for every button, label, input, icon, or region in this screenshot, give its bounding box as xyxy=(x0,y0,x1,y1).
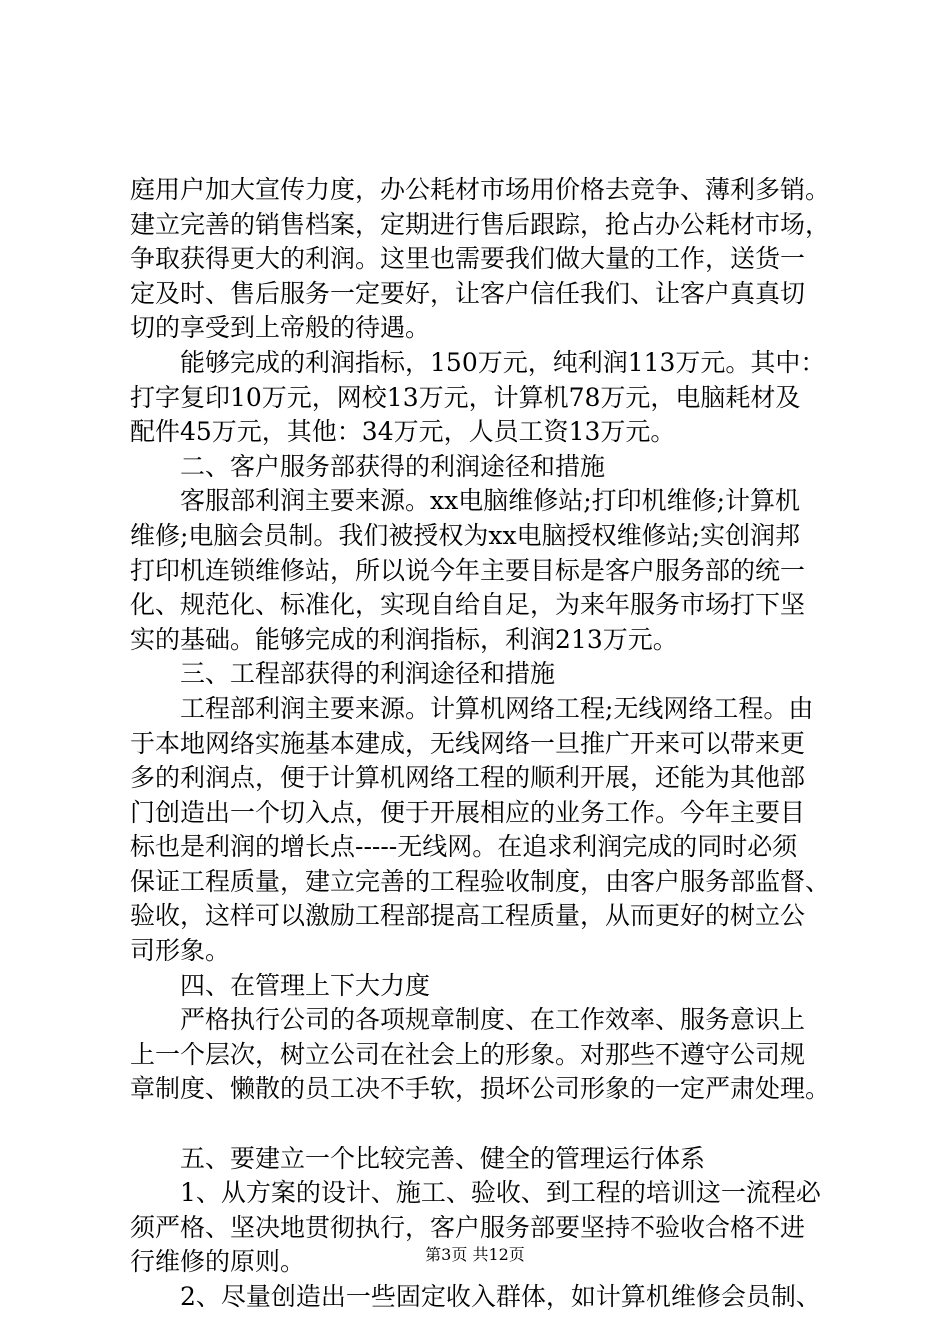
text-line: 于本地网络实施基本建成，无线网络一旦推广开来可以带来更 xyxy=(130,728,806,758)
text-line: 打字复印10万元，网校13万元，计算机78万元，电脑耗材及 xyxy=(130,382,801,412)
section-heading: 四、在管理上下大力度 xyxy=(130,970,431,1000)
text-line: 2、尽量创造出一些固定收入群体，如计算机维修会员制、 xyxy=(130,1282,821,1311)
text-line: 多的利润点，便于计算机网络工程的顺利开展，还能为其他部 xyxy=(130,763,806,793)
text-line: 维修;电脑会员制。我们被授权为xx电脑授权维修站;实创润邦 xyxy=(130,520,801,550)
paragraph-gap xyxy=(130,1107,830,1142)
text-line: 庭用户加大宣传力度，办公耗材市场用价格去竞争、薄利多销。 xyxy=(130,175,831,204)
page-number: 第3页 共12页 xyxy=(425,1245,525,1264)
text-line: 行维修的原则。 xyxy=(130,1247,306,1277)
section-heading: 三、工程部获得的利润途径和措施 xyxy=(130,659,556,689)
text-line: 配件45万元，其他：34万元，人员工资13万元。 xyxy=(130,417,676,447)
text-line: 争取获得更大的利润。这里也需要我们做大量的工作，送货一 xyxy=(130,244,806,274)
text-line: 1、从方案的设计、施工、验收、到工程的培训这一流程必 xyxy=(130,1178,821,1208)
text-line: 门创造出一个切入点，便于开展相应的业务工作。今年主要目 xyxy=(130,797,806,827)
text-line: 上一个层次，树立公司在社会上的形象。对那些不遵守公司规 xyxy=(130,1039,806,1069)
text-line: 客服部利润主要来源。xx电脑维修站;打印机维修;计算机 xyxy=(130,486,801,516)
text-line: 严格执行公司的各项规章制度、在工作效率、服务意识上 xyxy=(130,1005,806,1035)
text-line: 工程部利润主要来源。计算机网络工程;无线网络工程。由 xyxy=(130,693,814,723)
text-line: 保证工程质量，建立完善的工程验收制度，由客户服务部监督、 xyxy=(130,866,831,896)
text-line: 验收，这样可以激励工程部提高工程质量，从而更好的树立公 xyxy=(130,901,806,931)
text-line: 标也是利润的增长点-----无线网。在追求利润完成的同时必须 xyxy=(130,832,798,862)
section-heading: 五、要建立一个比较完善、健全的管理运行体系 xyxy=(130,1143,706,1173)
text-line: 须严格、坚决地贯彻执行，客户服务部要坚持不验收合格不进 xyxy=(130,1212,806,1242)
text-line: 章制度、懒散的员工决不手软，损坏公司形象的一定严肃处理。 xyxy=(130,1074,831,1104)
text-line: 能够完成的利润指标，150万元，纯利润113万元。其中： xyxy=(130,347,826,377)
text-line: 打印机连锁维修站，所以说今年主要目标是客户服务部的统一 xyxy=(130,555,806,585)
page-footer xyxy=(0,1244,950,1266)
text-line: 切的享受到上帝般的待遇。 xyxy=(130,313,431,343)
document-body xyxy=(130,173,830,1315)
text-line: 建立完善的销售档案，定期进行售后跟踪，抢占办公耗材市场， xyxy=(130,209,831,239)
text-line: 化、规范化、标准化，实现自给自足，为来年服务市场打下坚 xyxy=(130,590,806,620)
text-line: 定及时、售后服务一定要好，让客户信任我们、让客户真真切 xyxy=(130,278,806,308)
section-heading: 二、客户服务部获得的利润途径和措施 xyxy=(130,451,606,481)
text-line: 司形象。 xyxy=(130,936,231,966)
text-line: 实的基础。能够完成的利润指标，利润213万元。 xyxy=(130,624,678,654)
